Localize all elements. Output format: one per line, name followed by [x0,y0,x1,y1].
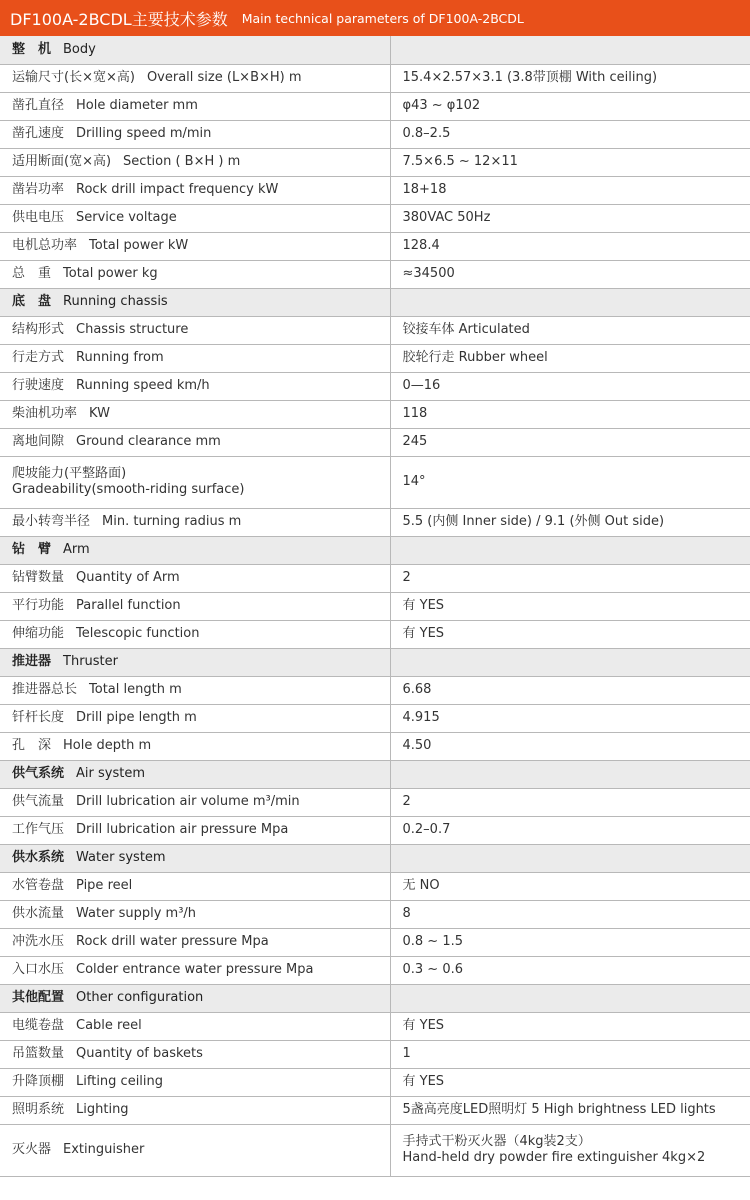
spec-label [0,676,390,704]
label-chinese: 伸缩功能 [12,626,65,641]
spec-label [0,1068,390,1096]
label-chinese: 电缆卷盘 [12,1018,65,1033]
value-text-english: Hand-held dry powder fire extinguisher 4kg×2 [402,1150,706,1165]
spec-label [0,372,390,400]
label-chinese: 供气流量 [12,794,65,809]
section-title [0,288,390,316]
label-english: Thruster [63,654,118,669]
spec-label [0,1096,390,1124]
spec-label [0,732,390,760]
spec-row [0,232,750,260]
label-chinese: 底 盘 [12,294,52,309]
spec-row [0,428,750,456]
spec-label [0,816,390,844]
value-text: 0.8 ~ 1.5 [402,934,464,949]
spec-value [390,1124,750,1176]
spec-value [390,732,750,760]
spec-row [0,592,750,620]
spec-value [390,232,750,260]
spec-row [0,120,750,148]
spec-row [0,928,750,956]
label-english: Total power kW [89,238,189,253]
value-text: 手持式干粉灭火器（4kg装2支） [402,1134,591,1149]
section-header-row [0,760,750,788]
label-chinese: 供水系统 [12,850,65,865]
label-english: Total length m [89,682,182,697]
spec-value [390,1040,750,1068]
label-chinese: 平行功能 [12,598,65,613]
value-text: 245 [402,434,428,449]
label-english: Drill pipe length m [76,710,197,725]
spec-row [0,456,750,508]
label-english: Lifting ceiling [76,1074,164,1089]
spec-row [0,344,750,372]
section-title [0,984,390,1012]
label-chinese: 电机总功率 [12,238,78,253]
spec-label [0,148,390,176]
label-chinese: 供电电压 [12,210,65,225]
spec-label [0,1040,390,1068]
section-value-empty [390,844,750,872]
label-chinese: 爬坡能力(平整路面) [12,466,127,481]
spec-row [0,1068,750,1096]
spec-label [0,204,390,232]
section-value-empty [390,536,750,564]
section-title [0,536,390,564]
value-text: 14° [402,474,426,489]
label-english: Running speed km/h [76,378,210,393]
value-text: 7.5×6.5 ~ 12×11 [402,154,518,169]
label-english: Hole diameter mm [76,98,198,113]
value-text: 有 YES [402,626,445,641]
value-text: 5盏高亮度LED照明灯 5 High brightness LED lights [402,1102,716,1117]
spec-label [0,1124,390,1176]
label-english: Telescopic function [76,626,200,641]
value-text: 0.3 ~ 0.6 [402,962,464,977]
spec-value [390,1096,750,1124]
label-chinese: 吊篮数量 [12,1046,65,1061]
label-english: Cable reel [76,1018,142,1033]
value-text: 6.68 [402,682,432,697]
label-english: Rock drill impact frequency kW [76,182,279,197]
label-english: Quantity of baskets [76,1046,203,1061]
spec-row [0,956,750,984]
spec-value [390,704,750,732]
spec-label [0,956,390,984]
value-text: 有 YES [402,598,445,613]
spec-label [0,344,390,372]
spec-value [390,508,750,536]
label-chinese: 离地间隙 [12,434,65,449]
value-text: 0—16 [402,378,441,393]
spec-value [390,1068,750,1096]
spec-value [390,564,750,592]
label-chinese: 冲洗水压 [12,934,65,949]
spec-row [0,64,750,92]
section-title [0,760,390,788]
spec-value [390,148,750,176]
label-chinese: 供气系统 [12,766,65,781]
title-chinese: DF100A-2BCDL主要技术参数 [10,9,228,29]
spec-value [390,872,750,900]
section-value-empty [390,984,750,1012]
spec-value [390,64,750,92]
label-english: Min. turning radius m [102,514,242,529]
value-text: 2 [402,794,411,809]
spec-row [0,900,750,928]
spec-value [390,400,750,428]
label-english: Chassis structure [76,322,189,337]
label-chinese: 钻 臂 [12,542,52,557]
section-title [0,648,390,676]
spec-row [0,1040,750,1068]
label-chinese: 照明系统 [12,1102,65,1117]
spec-row [0,260,750,288]
spec-row [0,372,750,400]
spec-value [390,92,750,120]
label-chinese: 结构形式 [12,322,65,337]
label-chinese: 灭火器 [12,1142,52,1157]
label-english: Lighting [76,1102,129,1117]
spec-label [0,564,390,592]
value-text: 1 [402,1046,411,1061]
spec-label [0,232,390,260]
spec-row [0,620,750,648]
section-value-empty [390,760,750,788]
section-header-row [0,984,750,1012]
spec-label [0,928,390,956]
label-english: Drill lubrication air volume m³/min [76,794,300,809]
value-text: 0.8–2.5 [402,126,451,141]
spec-row [0,1096,750,1124]
spec-value [390,592,750,620]
spec-value [390,344,750,372]
label-chinese: 整 机 [12,41,52,57]
spec-row [0,816,750,844]
spec-row [0,732,750,760]
section-value-empty [390,648,750,676]
label-english: Section ( B×H ) m [123,154,241,169]
spec-label [0,704,390,732]
value-text: 胶轮行走 Rubber wheel [402,350,548,365]
title-english: Main technical parameters of DF100A-2BCDL [241,10,524,26]
value-text: 5.5 (内侧 Inner side) / 9.1 (外侧 Out side) [402,514,665,529]
spec-value [390,788,750,816]
spec-value [390,928,750,956]
spec-label [0,316,390,344]
value-text: ≈34500 [402,266,455,281]
section-title [0,844,390,872]
spec-row [0,872,750,900]
value-text: 2 [402,570,411,585]
spec-value [390,456,750,508]
label-chinese: 柴油机功率 [12,406,78,421]
label-chinese: 凿孔直径 [12,98,65,113]
spec-label [0,400,390,428]
label-chinese: 其他配置 [12,990,65,1005]
label-chinese: 钻臂数量 [12,570,65,585]
label-english: Drilling speed m/min [76,126,212,141]
spec-label [0,260,390,288]
spec-value [390,316,750,344]
spec-label [0,456,390,508]
value-text: 4.915 [402,710,440,725]
value-text: 380VAC 50Hz [402,210,491,225]
title-bar [0,0,750,36]
spec-row [0,176,750,204]
label-english: Arm [63,542,90,557]
value-text: 128.4 [402,238,440,253]
label-chinese: 推进器总长 [12,682,78,697]
label-english: Running chassis [63,294,168,309]
label-english: Ground clearance mm [76,434,221,449]
label-english: Drill lubrication air pressure Mpa [76,822,289,837]
label-english: Extinguisher [63,1142,145,1157]
label-chinese: 总 重 [12,266,52,281]
label-chinese: 工作气压 [12,822,65,837]
section-header-row [0,844,750,872]
spec-row [0,788,750,816]
spec-value [390,1012,750,1040]
spec-value [390,204,750,232]
value-text: 铰接车体 Articulated [402,322,530,337]
spec-row [0,1012,750,1040]
label-chinese: 水管卷盘 [12,878,65,893]
label-chinese: 孔 深 [12,738,52,753]
spec-label [0,428,390,456]
section-header-row [0,536,750,564]
spec-value [390,372,750,400]
spec-value [390,900,750,928]
spec-row [0,1124,750,1176]
label-english: Colder entrance water pressure Mpa [76,962,314,977]
value-text: 4.50 [402,738,432,753]
spec-label [0,176,390,204]
label-english: Overall size (L×B×H) m [146,70,302,85]
spec-label [0,620,390,648]
value-text: 0.2–0.7 [402,822,451,837]
spec-value [390,956,750,984]
label-english: Body [63,41,96,57]
label-english: Rock drill water pressure Mpa [76,934,269,949]
spec-label [0,872,390,900]
label-english: Pipe reel [76,878,133,893]
spec-row [0,148,750,176]
section-header-row [0,288,750,316]
label-chinese: 入口水压 [12,962,65,977]
label-chinese: 行走方式 [12,350,65,365]
label-chinese: 升降顶棚 [12,1074,65,1089]
spec-value [390,176,750,204]
spec-label [0,508,390,536]
value-text: 有 YES [402,1074,445,1089]
spec-value [390,620,750,648]
spec-row [0,704,750,732]
label-english: Water system [76,850,166,865]
label-chinese: 运输尺寸(长×宽×高) [12,70,135,85]
spec-label [0,900,390,928]
spec-label [0,788,390,816]
spec-row [0,676,750,704]
value-text: 有 YES [402,1018,445,1033]
spec-label [0,1012,390,1040]
section-header-row [0,36,750,64]
spec-row [0,400,750,428]
label-chinese: 凿孔速度 [12,126,65,141]
spec-value [390,120,750,148]
section-header-row [0,648,750,676]
label-english: Running from [76,350,164,365]
spec-value [390,676,750,704]
label-chinese: 凿岩功率 [12,182,65,197]
label-english: Other configuration [76,990,204,1005]
label-chinese: 最小转弯半径 [12,514,91,529]
spec-label [0,592,390,620]
spec-row [0,564,750,592]
section-title [0,36,390,64]
value-text: 8 [402,906,411,921]
label-english: Air system [76,766,145,781]
spec-row [0,204,750,232]
spec-label [0,120,390,148]
label-english: Parallel function [76,598,181,613]
label-chinese: 供水流量 [12,906,65,921]
spec-table [0,36,750,1177]
label-english: Service voltage [76,210,177,225]
value-text: 无 NO [402,878,440,893]
label-english: Quantity of Arm [76,570,180,585]
value-text: 18+18 [402,182,447,197]
spec-row [0,92,750,120]
label-chinese: 适用断面(宽×高) [12,154,112,169]
value-text: φ43 ~ φ102 [402,98,481,113]
label-english: Gradeability(smooth-riding surface) [12,482,245,497]
label-english: Total power kg [63,266,158,281]
label-english: Hole depth m [63,738,152,753]
label-english: Water supply m³/h [76,906,197,921]
spec-row [0,508,750,536]
label-chinese: 推进器 [12,654,52,669]
spec-label [0,64,390,92]
section-value-empty [390,288,750,316]
spec-label [0,92,390,120]
value-text: 118 [402,406,428,421]
spec-value [390,428,750,456]
spec-value [390,816,750,844]
label-english: KW [89,406,110,421]
label-chinese: 行驶速度 [12,378,65,393]
value-text: 15.4×2.57×3.1 (3.8带顶棚 With ceiling) [402,70,658,85]
label-chinese: 钎杆长度 [12,710,65,725]
spec-row [0,316,750,344]
spec-value [390,260,750,288]
section-value-empty [390,36,750,64]
